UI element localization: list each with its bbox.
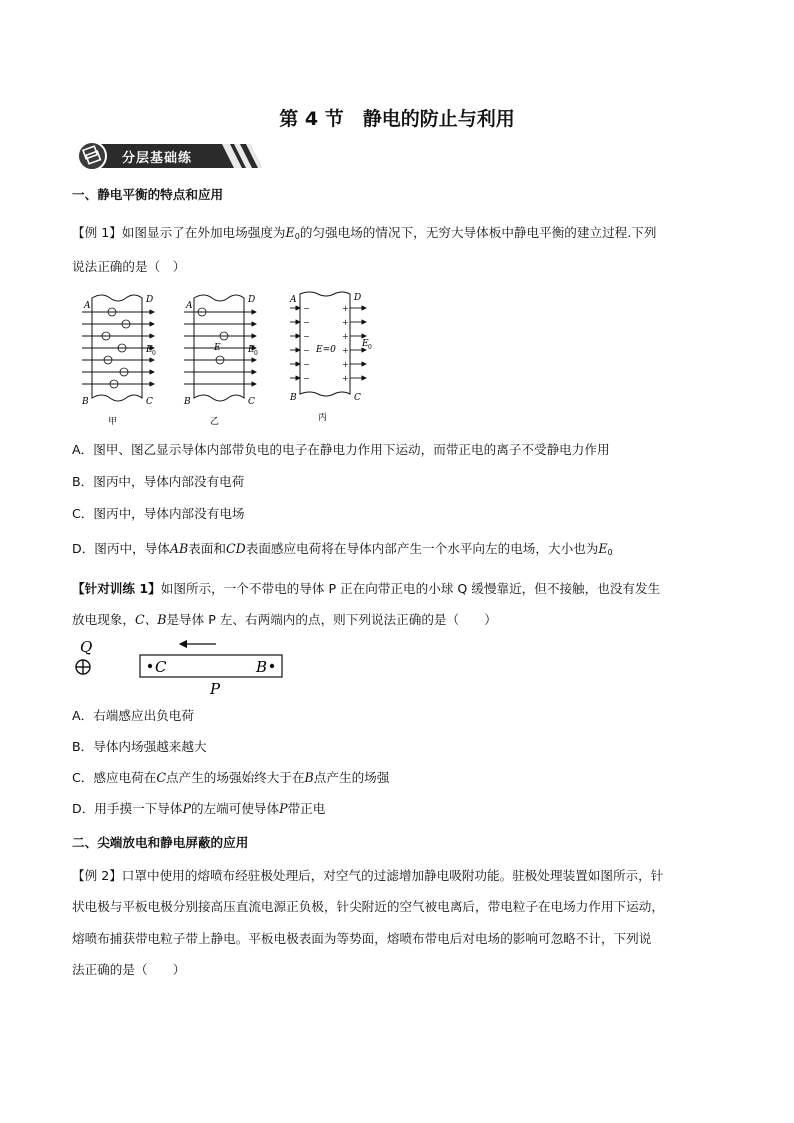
example1-option-b: B．图丙中，导体内部没有电荷 [72, 474, 245, 489]
p-label: P [210, 680, 221, 698]
training1-label: 【针对训练 1】 [72, 581, 161, 596]
training1-text: 如图所示，一个不带电的导体 P 正在向带正电的小球 Q 缓慢靠近，但不接触，也没有发生 [160, 581, 661, 596]
label-e0-sub: 0 [254, 350, 258, 357]
training1-option-c [72, 769, 389, 787]
label-a: A [84, 301, 91, 311]
svg-text:+: + [342, 360, 349, 369]
label-c: C [248, 397, 255, 407]
example2-line1: 【例 2】口罩中使用的熔喷布经驻极处理后，对空气的过滤增加静电吸附功能。驻极处理装置如图所示，针 [72, 868, 664, 883]
label-e0: E [362, 339, 369, 349]
label-d: D [248, 295, 256, 305]
label-c: C [146, 397, 153, 407]
panel-yi [183, 295, 258, 427]
label-a: A [186, 301, 193, 311]
training1-line2 [72, 611, 497, 629]
option-d-post: 带正电 [287, 801, 326, 816]
example1-text-rest: 的匀强电场的情况下，无穷大导体板中静电平衡的建立过程.下列 [299, 225, 657, 240]
option-c-pre: C．感应电荷在 [72, 770, 157, 785]
option-d-p2: P [279, 801, 288, 816]
banner-label: 分层基础练 [122, 151, 193, 166]
svg-text:+: + [342, 304, 349, 313]
svg-text:−: − [303, 332, 310, 341]
svg-text:−: − [303, 360, 310, 369]
training1-option-d [72, 800, 325, 818]
caption-yi: 乙 [210, 417, 220, 427]
label-c: C [354, 393, 361, 403]
section-heading-2: 二、尖端放电和静电屏蔽的应用 [72, 835, 249, 850]
b-label: B [256, 658, 268, 676]
option-d-mid: 的左端可使导体 [190, 801, 280, 816]
label-inner-e: E [214, 343, 221, 353]
example1-line2: 说法正确的是（ ） [72, 259, 186, 274]
example1-option-a: A．图甲、图乙显示导体内部带负电的电子在静电力作用下运动，而带正电的离子不受静电力作用 [72, 442, 610, 457]
e0-subscript: 0 [294, 232, 300, 241]
label-d: D [354, 293, 362, 303]
option-c-c: C [156, 770, 166, 785]
svg-text:+: + [342, 346, 349, 355]
label-e0-sub: 0 [152, 350, 156, 357]
option-d-e0-sub: 0 [607, 548, 613, 557]
example1-option-d [72, 540, 613, 562]
label-b: B [82, 397, 89, 407]
option-d-pre: D．用手摸一下导体 [72, 801, 183, 816]
e0-symbol: E [285, 225, 295, 240]
svg-text:+: + [342, 374, 349, 383]
panel-jia [81, 295, 156, 427]
page-title: 第 4 节 静电的防止与利用 [279, 108, 515, 130]
training1-cb: C、B [134, 612, 167, 627]
option-c-post: 点产生的场强 [313, 770, 390, 785]
option-d-p1: P [182, 801, 191, 816]
training1-line2-post: 是导体 P 左、右两端内的点，则下列说法正确的是（ ） [166, 612, 497, 627]
option-c-b: B [304, 770, 314, 785]
option-d-e0: E [598, 541, 608, 556]
svg-text:−: − [303, 304, 310, 313]
label-d: D [146, 295, 154, 305]
label-e0-sub: 0 [368, 344, 372, 351]
positive-charge-icon [76, 660, 90, 674]
q-label: Q [80, 638, 93, 656]
training1-line2-pre: 放电现象， [72, 612, 135, 627]
example1-option-c: C．图丙中，导体内部没有电场 [72, 506, 245, 521]
label-a: A [290, 295, 297, 305]
panel-bing [289, 292, 372, 423]
training1-figure [70, 636, 290, 698]
svg-text:−: − [303, 346, 310, 355]
option-c-mid: 点产生的场强始终大于在 [166, 770, 305, 785]
option-d-mid: 表面和 [188, 541, 226, 556]
label-e-zero: E=0 [316, 345, 336, 355]
svg-text:−: − [303, 318, 310, 327]
label-b: B [290, 393, 297, 403]
section-heading-1: 一、静电平衡的特点和应用 [72, 187, 224, 202]
c-label: C [155, 658, 167, 676]
label-e0: E [248, 345, 255, 355]
training1-line1 [72, 580, 660, 598]
option-d-post: 表面感应电荷将在导体内部产生一个水平向左的电场，大小也为 [245, 541, 599, 556]
example2-line4: 法正确的是（ ） [72, 962, 186, 977]
svg-text:+: + [342, 332, 349, 341]
option-d-cd: CD [226, 541, 246, 556]
section-banner [72, 140, 268, 172]
label-e0: E [146, 345, 153, 355]
svg-text:+: + [342, 318, 349, 327]
example2-line3: 熔喷布捕获带电粒子带上静电。平板电极表面为等势面，熔喷布带电后对电场的影响可忽略不计，下列说 [72, 931, 652, 946]
caption-bing: 丙 [318, 413, 328, 423]
training1-option-a: A．右端感应出负电荷 [72, 708, 194, 723]
example2-line2: 状电极与平板电极分别接高压直流电源正负极，针尖附近的空气被电离后，带电粒子在电场力作用下运动， [72, 899, 664, 914]
caption-jia: 甲 [108, 417, 118, 427]
example1-figure [78, 290, 388, 430]
label-b: B [184, 397, 191, 407]
option-d-ab: AB [169, 541, 189, 556]
option-d-text: D．图丙中，导体 [72, 541, 170, 556]
example1-line1 [72, 224, 656, 246]
training1-option-b: B．导体内场强越来越大 [72, 739, 207, 754]
svg-text:−: − [303, 374, 310, 383]
example1-text: 【例 1】如图显示了在外加电场强度为 [72, 225, 286, 240]
